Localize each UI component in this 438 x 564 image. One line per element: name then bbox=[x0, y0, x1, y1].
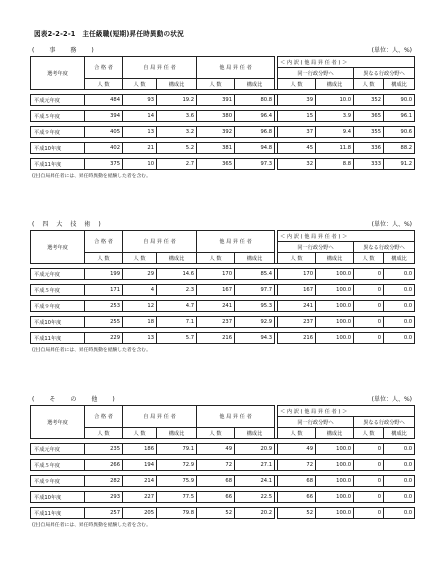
table-cell: 96.4 bbox=[235, 111, 275, 122]
table-row bbox=[31, 476, 415, 487]
subheader-own-count: 人 数 bbox=[123, 253, 157, 264]
table-cell: 237 bbox=[197, 317, 235, 328]
table-cell: 5.2 bbox=[157, 143, 197, 154]
table-cell: 88.2 bbox=[384, 143, 415, 154]
section-label: ( 事 務 ) bbox=[32, 47, 95, 54]
table-cell: 平成元年度 bbox=[31, 444, 85, 455]
header-year: 選考年度 bbox=[31, 406, 85, 439]
subheader-passed-count: 人 数 bbox=[85, 428, 123, 439]
table-cell: 32 bbox=[278, 159, 316, 170]
table-row bbox=[31, 444, 415, 455]
table-cell: 365 bbox=[354, 111, 384, 122]
table-cell: 2.3 bbox=[157, 285, 197, 296]
table-cell: 100.0 bbox=[316, 476, 354, 487]
table-row bbox=[31, 508, 415, 519]
table-cell: 4.7 bbox=[157, 301, 197, 312]
table-row bbox=[31, 127, 415, 138]
subheader-other-count: 人 数 bbox=[197, 253, 235, 264]
table-cell: 20.9 bbox=[235, 444, 275, 455]
table-cell: 平成９年度 bbox=[31, 476, 85, 487]
table-note: (注)自局昇任者には、昇任時異動を経験した者を含む。 bbox=[32, 523, 151, 528]
table-cell: 365 bbox=[197, 159, 235, 170]
subheader-same-ratio: 構成比 bbox=[316, 428, 354, 439]
table-cell: 0.0 bbox=[384, 444, 415, 455]
table-cell: 92.9 bbox=[235, 317, 275, 328]
unit-label: (単位：人、%) bbox=[371, 396, 412, 403]
table-row bbox=[31, 492, 415, 503]
table-cell: 平成５年度 bbox=[31, 111, 85, 122]
subheader-passed-count: 人 数 bbox=[85, 79, 123, 90]
table-cell: 79.8 bbox=[157, 508, 197, 519]
table-cell: 29 bbox=[123, 269, 157, 280]
table-cell: 0.0 bbox=[384, 460, 415, 471]
table-cell: 0 bbox=[354, 269, 384, 280]
header-other: 他 局 昇 任 者 bbox=[197, 231, 275, 253]
table-cell: 68 bbox=[197, 476, 235, 487]
table-row bbox=[31, 460, 415, 471]
subheader-same-ratio: 構成比 bbox=[316, 253, 354, 264]
table-row bbox=[31, 269, 415, 280]
table-cell: 平成11年度 bbox=[31, 508, 85, 519]
table-cell: 0.0 bbox=[384, 285, 415, 296]
table-cell: 167 bbox=[278, 285, 316, 296]
data-table bbox=[30, 405, 415, 519]
table-cell: 100.0 bbox=[316, 269, 354, 280]
table-cell: 10.0 bbox=[316, 95, 354, 106]
table-cell: 235 bbox=[85, 444, 123, 455]
table-row bbox=[31, 143, 415, 154]
table-cell: 100.0 bbox=[316, 285, 354, 296]
table-cell: 97.7 bbox=[235, 285, 275, 296]
header-year: 選考年度 bbox=[31, 231, 85, 264]
table-cell: 257 bbox=[85, 508, 123, 519]
table-cell: 241 bbox=[197, 301, 235, 312]
table-cell: 96.1 bbox=[384, 111, 415, 122]
table-cell: 20.2 bbox=[235, 508, 275, 519]
header-passed: 合 格 者 bbox=[85, 231, 123, 253]
table-cell: 45 bbox=[278, 143, 316, 154]
table-cell: 266 bbox=[85, 460, 123, 471]
subheader-other-ratio: 構成比 bbox=[235, 428, 275, 439]
table-cell: 49 bbox=[278, 444, 316, 455]
table-cell: 94.8 bbox=[235, 143, 275, 154]
data-table bbox=[30, 230, 415, 344]
subheader-passed-count: 人 数 bbox=[85, 253, 123, 264]
subheader-same-count: 人 数 bbox=[278, 428, 316, 439]
table-row bbox=[31, 301, 415, 312]
table-cell: 13 bbox=[123, 333, 157, 344]
header-year: 選考年度 bbox=[31, 57, 85, 90]
table-cell: 5.7 bbox=[157, 333, 197, 344]
header-breakdown: ＜ 内 訳 ( 他 局 昇 任 者 ) ＞ bbox=[278, 406, 415, 417]
table-cell: 8.8 bbox=[316, 159, 354, 170]
table-cell: 194 bbox=[123, 460, 157, 471]
subheader-own-ratio: 構成比 bbox=[157, 79, 197, 90]
table-cell: 7.1 bbox=[157, 317, 197, 328]
header-different-field: 異なる行政分野へ bbox=[354, 68, 415, 79]
table-cell: 293 bbox=[85, 492, 123, 503]
table-cell: 72 bbox=[278, 460, 316, 471]
table-cell: 336 bbox=[354, 143, 384, 154]
table-cell: 13 bbox=[123, 127, 157, 138]
subheader-other-count: 人 数 bbox=[197, 428, 235, 439]
table-cell: 0.0 bbox=[384, 269, 415, 280]
table-cell: 平成元年度 bbox=[31, 269, 85, 280]
table-cell: 0 bbox=[354, 492, 384, 503]
table-cell: 79.1 bbox=[157, 444, 197, 455]
table-cell: 0.0 bbox=[384, 317, 415, 328]
subheader-diff-ratio: 構成比 bbox=[384, 428, 415, 439]
table-cell: 0.0 bbox=[384, 508, 415, 519]
table-note: (注)自局昇任者には、昇任時異動を経験した者を含む。 bbox=[32, 348, 151, 353]
table-row bbox=[31, 159, 415, 170]
section-header bbox=[30, 393, 414, 405]
table-cell: 381 bbox=[197, 143, 235, 154]
table-cell: 平成11年度 bbox=[31, 159, 85, 170]
subheader-diff-count: 人 数 bbox=[354, 428, 384, 439]
table-cell: 24.1 bbox=[235, 476, 275, 487]
table-cell: 91.2 bbox=[384, 159, 415, 170]
table-cell: 11.8 bbox=[316, 143, 354, 154]
table-cell: 12 bbox=[123, 301, 157, 312]
table-cell: 21 bbox=[123, 143, 157, 154]
table-cell: 72.9 bbox=[157, 460, 197, 471]
table-cell: 9.4 bbox=[316, 127, 354, 138]
header-same-field: 同一行政分野へ bbox=[278, 417, 354, 428]
section-jimu bbox=[30, 44, 414, 179]
table-cell: 77.5 bbox=[157, 492, 197, 503]
table-cell: 96.8 bbox=[235, 127, 275, 138]
table-cell: 95.3 bbox=[235, 301, 275, 312]
table-cell: 100.0 bbox=[316, 317, 354, 328]
table-cell: 392 bbox=[197, 127, 235, 138]
table-cell: 214 bbox=[123, 476, 157, 487]
table-row bbox=[31, 111, 415, 122]
table-cell: 100.0 bbox=[316, 492, 354, 503]
section-header bbox=[30, 218, 414, 230]
table-cell: 平成９年度 bbox=[31, 301, 85, 312]
table-cell: 平成５年度 bbox=[31, 460, 85, 471]
section-sonota bbox=[30, 393, 414, 528]
table-cell: 3.6 bbox=[157, 111, 197, 122]
table-cell: 255 bbox=[85, 317, 123, 328]
table-cell: 3.2 bbox=[157, 127, 197, 138]
table-cell: 0.0 bbox=[384, 333, 415, 344]
document-title: 図表2-2-2-1 主任級職(短期)昇任時異動の状況 bbox=[34, 30, 184, 38]
table-cell: 100.0 bbox=[316, 508, 354, 519]
table-cell: 216 bbox=[197, 333, 235, 344]
subheader-diff-count: 人 数 bbox=[354, 79, 384, 90]
header-other: 他 局 昇 任 者 bbox=[197, 57, 275, 79]
subheader-diff-ratio: 構成比 bbox=[384, 79, 415, 90]
table-cell: 186 bbox=[123, 444, 157, 455]
table-cell: 0.0 bbox=[384, 301, 415, 312]
table-cell: 380 bbox=[197, 111, 235, 122]
table-cell: 66 bbox=[278, 492, 316, 503]
data-table bbox=[30, 56, 415, 170]
table-cell: 80.8 bbox=[235, 95, 275, 106]
table-cell: 27.1 bbox=[235, 460, 275, 471]
table-cell: 10 bbox=[123, 159, 157, 170]
table-cell: 229 bbox=[85, 333, 123, 344]
table-cell: 0.0 bbox=[384, 492, 415, 503]
table-cell: 85.4 bbox=[235, 269, 275, 280]
table-cell: 253 bbox=[85, 301, 123, 312]
table-cell: 22.5 bbox=[235, 492, 275, 503]
section-label: ( 四 大 技 術 ) bbox=[32, 221, 102, 228]
table-cell: 平成５年度 bbox=[31, 285, 85, 296]
table-cell: 39 bbox=[278, 95, 316, 106]
table-cell: 484 bbox=[85, 95, 123, 106]
table-cell: 216 bbox=[278, 333, 316, 344]
table-cell: 199 bbox=[85, 269, 123, 280]
table-cell: 171 bbox=[85, 285, 123, 296]
table-cell: 75.9 bbox=[157, 476, 197, 487]
unit-label: (単位：人、%) bbox=[371, 47, 412, 54]
table-cell: 37 bbox=[278, 127, 316, 138]
table-cell: 平成元年度 bbox=[31, 95, 85, 106]
section-yondai-gijutsu bbox=[30, 218, 414, 353]
table-cell: 93 bbox=[123, 95, 157, 106]
table-cell: 0 bbox=[354, 317, 384, 328]
subheader-same-ratio: 構成比 bbox=[316, 79, 354, 90]
table-cell: 平成10年度 bbox=[31, 143, 85, 154]
table-cell: 15 bbox=[278, 111, 316, 122]
table-cell: 241 bbox=[278, 301, 316, 312]
table-cell: 0.0 bbox=[384, 476, 415, 487]
table-cell: 355 bbox=[354, 127, 384, 138]
section-label: ( そ の 他 ) bbox=[32, 396, 116, 403]
header-own: 自 局 昇 任 者 bbox=[123, 231, 197, 253]
table-row bbox=[31, 317, 415, 328]
table-cell: 0 bbox=[354, 476, 384, 487]
header-breakdown: ＜ 内 訳 ( 他 局 昇 任 者 ) ＞ bbox=[278, 57, 415, 68]
table-cell: 14 bbox=[123, 111, 157, 122]
table-cell: 227 bbox=[123, 492, 157, 503]
subheader-other-count: 人 数 bbox=[197, 79, 235, 90]
table-cell: 394 bbox=[85, 111, 123, 122]
subheader-other-ratio: 構成比 bbox=[235, 253, 275, 264]
header-own: 自 局 昇 任 者 bbox=[123, 57, 197, 79]
subheader-own-count: 人 数 bbox=[123, 428, 157, 439]
table-cell: 0 bbox=[354, 333, 384, 344]
table-cell: 170 bbox=[197, 269, 235, 280]
subheader-own-ratio: 構成比 bbox=[157, 428, 197, 439]
table-cell: 97.3 bbox=[235, 159, 275, 170]
header-same-field: 同一行政分野へ bbox=[278, 68, 354, 79]
table-cell: 18 bbox=[123, 317, 157, 328]
table-cell: 90.6 bbox=[384, 127, 415, 138]
table-row bbox=[31, 95, 415, 106]
table-cell: 4 bbox=[123, 285, 157, 296]
subheader-own-ratio: 構成比 bbox=[157, 253, 197, 264]
table-cell: 90.0 bbox=[384, 95, 415, 106]
header-passed: 合 格 者 bbox=[85, 406, 123, 428]
table-cell: 282 bbox=[85, 476, 123, 487]
unit-label: (単位：人、%) bbox=[371, 221, 412, 228]
table-cell: 19.2 bbox=[157, 95, 197, 106]
table-cell: 391 bbox=[197, 95, 235, 106]
table-cell: 405 bbox=[85, 127, 123, 138]
table-cell: 平成９年度 bbox=[31, 127, 85, 138]
table-cell: 52 bbox=[197, 508, 235, 519]
table-cell: 2.7 bbox=[157, 159, 197, 170]
header-own: 自 局 昇 任 者 bbox=[123, 406, 197, 428]
table-cell: 0 bbox=[354, 444, 384, 455]
header-different-field: 異なる行政分野へ bbox=[354, 242, 415, 253]
header-same-field: 同一行政分野へ bbox=[278, 242, 354, 253]
header-passed: 合 格 者 bbox=[85, 57, 123, 79]
table-cell: 0 bbox=[354, 508, 384, 519]
subheader-diff-ratio: 構成比 bbox=[384, 253, 415, 264]
header-other: 他 局 昇 任 者 bbox=[197, 406, 275, 428]
table-cell: 3.9 bbox=[316, 111, 354, 122]
table-cell: 49 bbox=[197, 444, 235, 455]
subheader-own-count: 人 数 bbox=[123, 79, 157, 90]
subheader-other-ratio: 構成比 bbox=[235, 79, 275, 90]
table-cell: 52 bbox=[278, 508, 316, 519]
table-row bbox=[31, 333, 415, 344]
subheader-same-count: 人 数 bbox=[278, 253, 316, 264]
table-cell: 0 bbox=[354, 301, 384, 312]
table-cell: 14.6 bbox=[157, 269, 197, 280]
table-cell: 237 bbox=[278, 317, 316, 328]
table-cell: 平成10年度 bbox=[31, 317, 85, 328]
table-cell: 375 bbox=[85, 159, 123, 170]
table-row bbox=[31, 285, 415, 296]
subheader-same-count: 人 数 bbox=[278, 79, 316, 90]
table-cell: 72 bbox=[197, 460, 235, 471]
table-cell: 333 bbox=[354, 159, 384, 170]
table-cell: 402 bbox=[85, 143, 123, 154]
table-cell: 352 bbox=[354, 95, 384, 106]
header-breakdown: ＜ 内 訳 ( 他 局 昇 任 者 ) ＞ bbox=[278, 231, 415, 242]
table-cell: 0 bbox=[354, 285, 384, 296]
table-cell: 68 bbox=[278, 476, 316, 487]
table-cell: 平成10年度 bbox=[31, 492, 85, 503]
table-cell: 平成11年度 bbox=[31, 333, 85, 344]
section-header bbox=[30, 44, 414, 56]
table-cell: 66 bbox=[197, 492, 235, 503]
table-cell: 100.0 bbox=[316, 301, 354, 312]
table-cell: 100.0 bbox=[316, 333, 354, 344]
table-cell: 167 bbox=[197, 285, 235, 296]
table-cell: 205 bbox=[123, 508, 157, 519]
table-cell: 170 bbox=[278, 269, 316, 280]
table-note: (注)自局昇任者には、昇任時異動を経験した者を含む。 bbox=[32, 174, 151, 179]
table-cell: 100.0 bbox=[316, 460, 354, 471]
table-cell: 94.3 bbox=[235, 333, 275, 344]
header-different-field: 異なる行政分野へ bbox=[354, 417, 415, 428]
table-cell: 0 bbox=[354, 460, 384, 471]
table-cell: 100.0 bbox=[316, 444, 354, 455]
subheader-diff-count: 人 数 bbox=[354, 253, 384, 264]
